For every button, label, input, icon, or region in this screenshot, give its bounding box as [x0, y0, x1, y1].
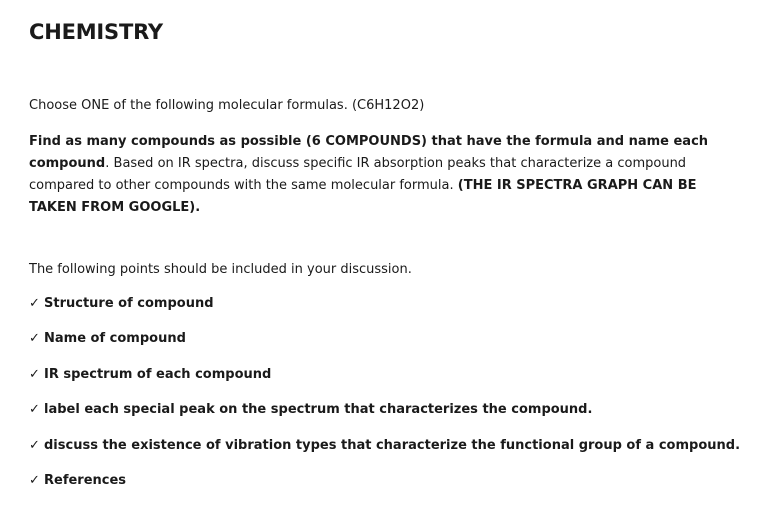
checklist-item — [29, 367, 740, 402]
checklist-item-label: discuss the existence of vibration types that characterize the functional group of a compound. — [44, 437, 741, 453]
checklist-item-label: label each special peak on the spectrum that characterizes the compound. — [44, 402, 593, 418]
task-bold-lead: Find as many compounds as possible (6 COMPOUNDS) that have the formula and name each compound — [29, 134, 709, 171]
task-paragraph — [29, 131, 719, 219]
points-intro: The following points should be included in your discussion. — [29, 262, 412, 277]
checklist-item-label: IR spectrum of each compound — [44, 366, 272, 382]
document-title: CHEMISTRY — [29, 20, 163, 44]
checklist-item — [29, 438, 740, 473]
checkmark-icon: ✓ — [29, 402, 40, 418]
checklist-item — [29, 331, 740, 366]
checklist-item — [29, 296, 740, 331]
intro-paragraph: Choose ONE of the following molecular formulas. (C6H12O2) — [29, 98, 425, 113]
checklist-item — [29, 402, 740, 437]
checkmark-icon: ✓ — [29, 296, 40, 311]
checklist-item — [29, 473, 740, 508]
task-bold-tail: (THE IR SPECTRA GRAPH CAN BE TAKEN FROM GOOGLE). — [29, 178, 697, 215]
checkmark-icon: ✓ — [29, 366, 40, 382]
task-period: . — [105, 156, 110, 171]
checkmark-icon: ✓ — [29, 472, 40, 488]
checklist-item-label: Name of compound — [44, 331, 186, 347]
checklist-item-label: Structure of compound — [44, 296, 214, 311]
checkmark-icon: ✓ — [29, 331, 40, 347]
checklist-item-label: References — [44, 472, 127, 488]
checkmark-icon: ✓ — [29, 437, 40, 453]
requirements-checklist — [29, 296, 740, 508]
task-body: Based on IR spectra, discuss specific IR absorption peaks that characterize a compound compared to other compounds with the same molecular formula. — [29, 156, 687, 193]
